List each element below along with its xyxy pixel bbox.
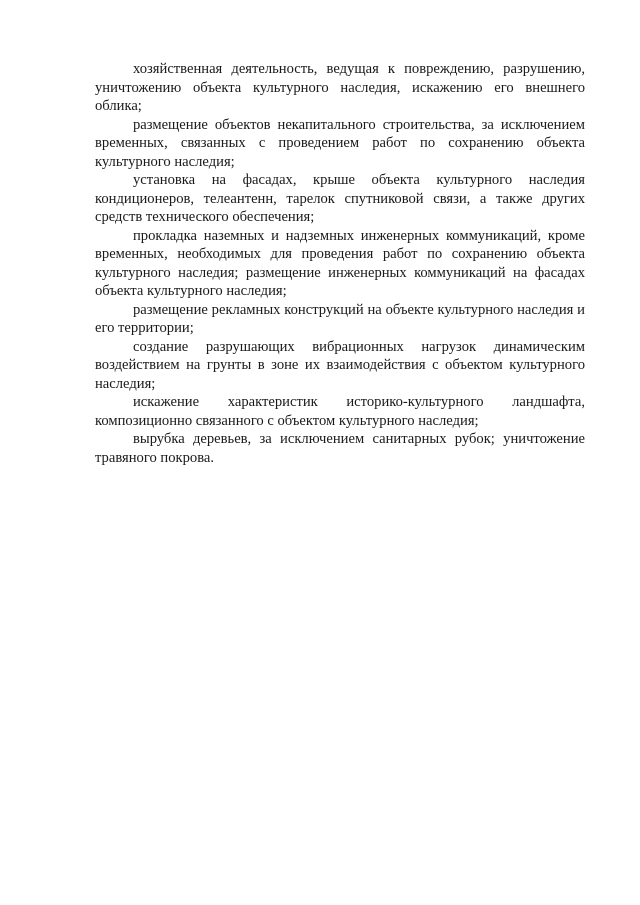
restriction-paragraph-5: размещение рекламных конструкций на объекте культурного наследия и его территории; bbox=[95, 301, 585, 336]
restriction-paragraph-3: установка на фасадах, крыше объекта культурного наследия кондиционеров, телеантенн, тарелок спутниковой связи, а также других средств технического обеспечения; bbox=[95, 172, 585, 225]
restriction-paragraph-4: прокладка наземных и надземных инженерных коммуникаций, кроме временных, необходимых для проведения работ по сохранению объекта культурного наследия; размещение инженерных коммуникаций на фасадах объекта культурного наследия; bbox=[95, 227, 585, 299]
restriction-paragraph-8: вырубка деревьев, за исключением санитарных рубок; уничтожение травяного покрова. bbox=[95, 431, 585, 466]
restriction-paragraph-2: размещение объектов некапитального строительства, за исключением временных, связанных с проведением работ по сохранению объекта культурного наследия; bbox=[95, 116, 585, 170]
restriction-paragraph-6: создание разрушающих вибрационных нагрузок динамическим воздействием на грунты в зоне их взаимодействия с объектом культурного наследия; bbox=[95, 338, 585, 392]
document-body bbox=[95, 60, 585, 467]
restriction-paragraph-7: искажение характеристик историко-культурного ландшафта, композиционно связанного с объектом культурного наследия; bbox=[95, 394, 585, 429]
restriction-paragraph-1: хозяйственная деятельность, ведущая к повреждению, разрушению, уничтожению объекта культурного наследия, искажению его внешнего облика; bbox=[95, 61, 585, 114]
